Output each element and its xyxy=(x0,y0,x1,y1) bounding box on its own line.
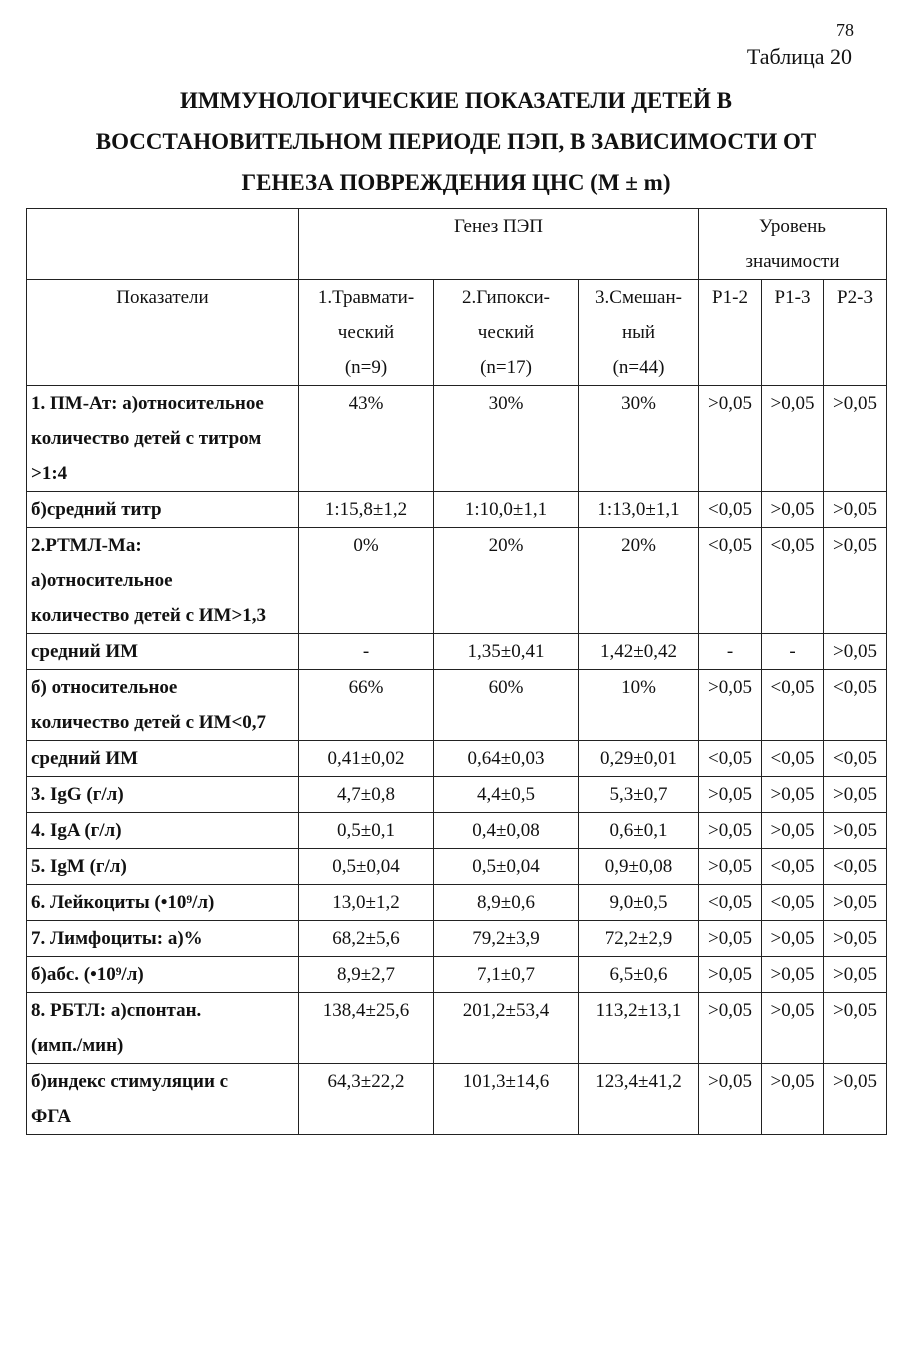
p23-cell: >0,05 xyxy=(824,957,887,993)
indicator-cell xyxy=(27,921,299,957)
p12-cell: >0,05 xyxy=(699,921,762,957)
indicator-cell xyxy=(27,885,299,921)
genesis-header: Генез ПЭП xyxy=(299,209,699,280)
p23-cell: >0,05 xyxy=(824,1064,887,1135)
indicator-line: 6. Лейкоциты (•10⁹/л) xyxy=(31,892,215,913)
header-line: 2.Гипокси- xyxy=(461,287,551,308)
p23-cell: >0,05 xyxy=(824,386,887,492)
significance-header xyxy=(699,209,887,280)
significance-header-line: Уровень xyxy=(759,216,826,237)
indicator-line: 5. IgM (г/л) xyxy=(31,856,127,877)
indicator-line: (имп./мин) xyxy=(31,1035,124,1056)
indicator-line: б)абс. (•10⁹/л) xyxy=(31,964,144,985)
trauma-value-cell: 0,41±0,02 xyxy=(299,741,434,777)
table-row xyxy=(27,813,887,849)
mixed-value-cell: 10% xyxy=(579,670,699,741)
trauma-value-cell: 13,0±1,2 xyxy=(299,885,434,921)
hypoxic-header xyxy=(434,280,579,386)
mixed-header xyxy=(579,280,699,386)
indicator-line: средний ИМ xyxy=(31,641,139,662)
indicator-line: средний ИМ xyxy=(31,748,139,769)
indicator-line: 1. ПМ-Ат: а)относительное xyxy=(31,393,264,414)
indicator-cell xyxy=(27,670,299,741)
indicator-cell xyxy=(27,849,299,885)
indicator-line: 4. IgA (г/л) xyxy=(31,820,122,841)
indicator-cell xyxy=(27,1064,299,1135)
table-row xyxy=(27,1064,887,1135)
mixed-value-cell: 1,42±0,42 xyxy=(579,634,699,670)
hypoxic-value-cell: 0,4±0,08 xyxy=(434,813,579,849)
p12-cell: <0,05 xyxy=(699,885,762,921)
hypoxic-value-cell: 101,3±14,6 xyxy=(434,1064,579,1135)
indicator-line: 2.РТМЛ-Ма: xyxy=(31,535,142,556)
p12-cell: <0,05 xyxy=(699,492,762,528)
mixed-value-cell: 113,2±13,1 xyxy=(579,993,699,1064)
p13-cell: >0,05 xyxy=(762,386,824,492)
trauma-value-cell: 138,4±25,6 xyxy=(299,993,434,1064)
p23-cell: <0,05 xyxy=(824,741,887,777)
mixed-value-cell: 0,9±0,08 xyxy=(579,849,699,885)
p13-cell: <0,05 xyxy=(762,885,824,921)
p23-cell: >0,05 xyxy=(824,885,887,921)
header-line: ческий xyxy=(477,322,535,343)
mixed-value-cell: 9,0±0,5 xyxy=(579,885,699,921)
title-line: ГЕНЕЗА ПОВРЕЖДЕНИЯ ЦНС (М ± m) xyxy=(241,170,671,195)
p23-cell: >0,05 xyxy=(824,634,887,670)
p13-header: Р1-3 xyxy=(762,280,824,386)
p13-cell: - xyxy=(762,634,824,670)
indicator-line: количество детей с ИМ<0,7 xyxy=(31,712,267,733)
indicator-line: >1:4 xyxy=(31,463,68,484)
p12-cell: >0,05 xyxy=(699,777,762,813)
p13-cell: <0,05 xyxy=(762,528,824,634)
header-line: (n=44) xyxy=(612,357,665,378)
hypoxic-value-cell: 8,9±0,6 xyxy=(434,885,579,921)
indicator-line: 3. IgG (г/л) xyxy=(31,784,124,805)
title-line: ИММУНОЛОГИЧЕСКИЕ ПОКАЗАТЕЛИ ДЕТЕЙ В xyxy=(179,88,733,113)
trauma-value-cell: 8,9±2,7 xyxy=(299,957,434,993)
mixed-value-cell: 123,4±41,2 xyxy=(579,1064,699,1135)
indicator-line: ФГА xyxy=(31,1106,72,1127)
p13-cell: >0,05 xyxy=(762,921,824,957)
indicator-line: б) относительное xyxy=(31,677,178,698)
p13-cell: >0,05 xyxy=(762,492,824,528)
immunology-table xyxy=(26,208,887,1135)
indicator-cell xyxy=(27,741,299,777)
header-line: 3.Смешан- xyxy=(595,287,682,308)
p23-cell: <0,05 xyxy=(824,849,887,885)
p23-header: Р2-3 xyxy=(824,280,887,386)
indicator-line: количество детей с ИМ>1,3 xyxy=(31,605,267,626)
table-label: Таблица 20 xyxy=(746,44,852,69)
table-row xyxy=(27,492,887,528)
table-row xyxy=(27,957,887,993)
table-row xyxy=(27,670,887,741)
column-header-row xyxy=(27,280,887,386)
header-line: ный xyxy=(621,322,656,343)
table-row xyxy=(27,741,887,777)
indicator-cell xyxy=(27,386,299,492)
p13-cell: >0,05 xyxy=(762,777,824,813)
p13-cell: <0,05 xyxy=(762,741,824,777)
table-row xyxy=(27,993,887,1064)
indicator-cell xyxy=(27,528,299,634)
table-row xyxy=(27,777,887,813)
p13-cell: <0,05 xyxy=(762,849,824,885)
trauma-value-cell: - xyxy=(299,634,434,670)
p12-cell: >0,05 xyxy=(699,1064,762,1135)
trauma-value-cell: 43% xyxy=(299,386,434,492)
p13-cell: >0,05 xyxy=(762,957,824,993)
hypoxic-value-cell: 30% xyxy=(434,386,579,492)
trauma-value-cell: 68,2±5,6 xyxy=(299,921,434,957)
mixed-value-cell: 0,6±0,1 xyxy=(579,813,699,849)
hypoxic-value-cell: 79,2±3,9 xyxy=(434,921,579,957)
p23-cell: >0,05 xyxy=(824,492,887,528)
indicator-line: а)относительное xyxy=(31,570,173,591)
header-line: ческий xyxy=(337,322,395,343)
trauma-value-cell: 0,5±0,04 xyxy=(299,849,434,885)
p12-cell: >0,05 xyxy=(699,670,762,741)
indicator-cell xyxy=(27,993,299,1064)
table-row xyxy=(27,849,887,885)
p23-cell: >0,05 xyxy=(824,528,887,634)
p13-cell: <0,05 xyxy=(762,670,824,741)
table-row xyxy=(27,634,887,670)
table-row xyxy=(27,386,887,492)
header-line: (n=17) xyxy=(480,357,532,378)
mixed-value-cell: 20% xyxy=(579,528,699,634)
group-header-row xyxy=(27,209,887,280)
p23-cell: >0,05 xyxy=(824,813,887,849)
mixed-value-cell: 6,5±0,6 xyxy=(579,957,699,993)
p23-cell: >0,05 xyxy=(824,921,887,957)
significance-header-line: значимости xyxy=(745,251,840,272)
indicator-line: 7. Лимфоциты: а)% xyxy=(31,928,203,949)
p23-cell: >0,05 xyxy=(824,993,887,1064)
trauma-header xyxy=(299,280,434,386)
mixed-value-cell: 30% xyxy=(579,386,699,492)
p12-cell: <0,05 xyxy=(699,741,762,777)
mixed-value-cell: 0,29±0,01 xyxy=(579,741,699,777)
p23-cell: >0,05 xyxy=(824,777,887,813)
hypoxic-value-cell: 201,2±53,4 xyxy=(434,993,579,1064)
trauma-value-cell: 64,3±22,2 xyxy=(299,1064,434,1135)
page-number: 78 xyxy=(836,20,854,40)
p12-header: Р1-2 xyxy=(699,280,762,386)
p12-cell: >0,05 xyxy=(699,386,762,492)
hypoxic-value-cell: 1:10,0±1,1 xyxy=(434,492,579,528)
hypoxic-value-cell: 0,5±0,04 xyxy=(434,849,579,885)
p12-cell: >0,05 xyxy=(699,813,762,849)
hypoxic-value-cell: 0,64±0,03 xyxy=(434,741,579,777)
indicator-cell xyxy=(27,777,299,813)
p12-cell: - xyxy=(699,634,762,670)
p23-cell: <0,05 xyxy=(824,670,887,741)
indicator-line: б)индекс стимуляции с xyxy=(31,1071,229,1092)
table-row xyxy=(27,921,887,957)
p12-cell: >0,05 xyxy=(699,849,762,885)
hypoxic-value-cell: 4,4±0,5 xyxy=(434,777,579,813)
indicator-header: Показатели xyxy=(27,280,299,386)
trauma-value-cell: 0% xyxy=(299,528,434,634)
hypoxic-value-cell: 1,35±0,41 xyxy=(434,634,579,670)
title-line: ВОССТАНОВИТЕЛЬНОМ ПЕРИОДЕ ПЭП, В ЗАВИСИМОСТИ ОТ xyxy=(95,129,817,154)
table-row xyxy=(27,528,887,634)
hypoxic-value-cell: 20% xyxy=(434,528,579,634)
indicator-line: б)средний титр xyxy=(31,499,162,520)
trauma-value-cell: 0,5±0,1 xyxy=(299,813,434,849)
p13-cell: >0,05 xyxy=(762,1064,824,1135)
trauma-value-cell: 4,7±0,8 xyxy=(299,777,434,813)
indicator-line: 8. РБТЛ: а)спонтан. xyxy=(31,1000,202,1021)
mixed-value-cell: 1:13,0±1,1 xyxy=(579,492,699,528)
trauma-value-cell: 1:15,8±1,2 xyxy=(299,492,434,528)
p12-cell: >0,05 xyxy=(699,993,762,1064)
mixed-value-cell: 72,2±2,9 xyxy=(579,921,699,957)
header-line: (n=9) xyxy=(344,357,388,378)
mixed-value-cell: 5,3±0,7 xyxy=(579,777,699,813)
header-line: 1.Травмати- xyxy=(317,287,415,308)
empty-header-cell xyxy=(27,209,299,280)
table-title xyxy=(30,80,882,203)
indicator-cell xyxy=(27,634,299,670)
p13-cell: >0,05 xyxy=(762,993,824,1064)
indicator-cell xyxy=(27,957,299,993)
indicator-cell xyxy=(27,492,299,528)
table-row xyxy=(27,885,887,921)
hypoxic-value-cell: 7,1±0,7 xyxy=(434,957,579,993)
hypoxic-value-cell: 60% xyxy=(434,670,579,741)
indicator-line: количество детей с титром xyxy=(31,428,262,449)
p13-cell: >0,05 xyxy=(762,813,824,849)
trauma-value-cell: 66% xyxy=(299,670,434,741)
p12-cell: <0,05 xyxy=(699,528,762,634)
p12-cell: >0,05 xyxy=(699,957,762,993)
indicator-cell xyxy=(27,813,299,849)
